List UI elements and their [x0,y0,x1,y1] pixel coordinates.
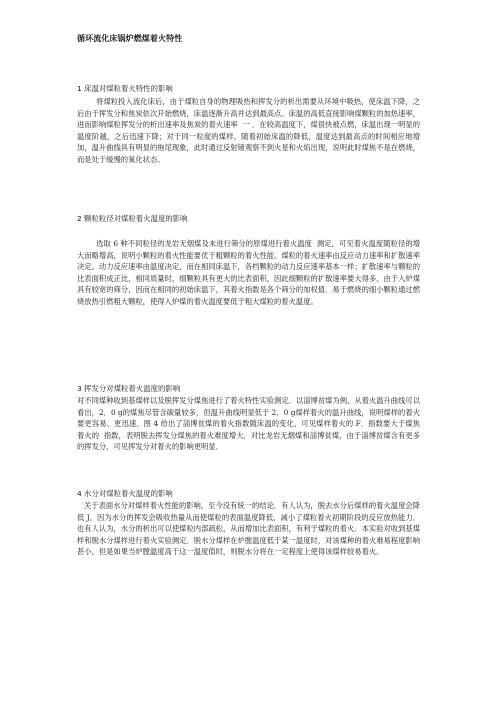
section-heading-4: 4 水分对煤粒着火温度的影响 [77,489,173,498]
section-heading-3: 3 挥发分对煤粒着火温度的影响 [77,384,181,393]
section-body-4: 关于表面水分对煤样着火性能的影响，至今没有统一的结论．有人认为，脱去水分后煤样的着火温度会降低 J，因为水分的挥发会吸收热量从而使煤粒的表面温度降低，减小了煤粒着火初期阶段的反应放热能力．也有人认为，水分的析出可以使煤粒内部疏松，从而增加比表面积，有利于煤粒的着火．本实验对收到基煤样和脱水分煤样进行着火实验测定．脱水分煤样在炉膛温度低于某一温度时，对该煤种的着火难易程度影响甚小，但是如果当炉膛温度高于这一温度值时，则脱水分将在一定程度上使得该煤样较易着火。 [77,501,420,557]
section-heading-1: 1 床温对煤粒着火特性的影响 [77,84,173,93]
section-heading-2: 2 颗粒粒径对煤粒着火温度的影响 [77,214,188,223]
section-body-2: 选取 6 种不同粒径的龙岩无烟煤及未进行筛分的原煤进行着火温度 测定，可见着火温度随粒径的增大而略增高，说明小颗粒的着火性能要优于粗颗粒的着火性能。煤粒的着火速率由反应动力速率和扩散速率决定。动力反应速率由温度决定，而在相同床温下，各档颗粒的动力反应速率基本一样；扩散速率与颗粒的比表面积成正比，相同质量时，细颗粒具有更大的比表面积，因此细颗粒的扩散速率要大得多。由于入炉煤具有较宽的筛分，因而在相同的初始床温下，其着火指数是各个筛分的加权值．易于燃烧的细小颗粒通过燃烧放热引燃粗大颗粒，使得入炉煤的着火温度要低于粗大煤粒的着火温度。 [77,239,420,306]
section-body-3: 对不同煤种收到基煤样以及脱挥发分煤焦进行了着火特性实验测定．以淄博贫煤为例，从着火温升曲线可以看出，2．0 g的煤焦尽管含碳量较多，但温升曲线明显低于 2．0 g煤样着火的温升曲线，说明煤样的着火要更容易、更迅速．图 4 给出了淄博贫煤的着火指数随床温的变化，可见煤样着火的 F．指数要大于煤焦着火的 指数，表明脱去挥发分煤焦的着火难度增大．对比龙岩无烟煤和淄博贫煤，由于淄博贫煤含有更多的挥发分，可见挥发分对着火的影响更明显． [77,396,420,452]
document-title: 循环流化床锅炉燃煤着火特性 [77,34,183,43]
section-body-1: 将煤粒投入流化床后，由于煤粒自身的物理吸热和挥发分的析出需要从环境中吸热，使床温下降，之后由于挥发分和焦炭依次开始燃烧，床温逐渐升高并达到最高点。床温的高低直接影响煤颗粒的加热速率，进而影响煤粒挥发分的析出速率及焦炭的着火速率 一 ．在较高温度下，煤很快被点燃，床温出现一明显的温度阶越，之后迅速下降；对于同一粒度的煤样，随着初始床温的降低，温度达到最高点的时间相应地增加，温升曲线具有明显的拖尾现象，此时通过反射镜观察不到火星和火焰出现，说明此时煤焦不是在燃烧，而是处于缓慢的氧化状态。 [77,97,420,164]
